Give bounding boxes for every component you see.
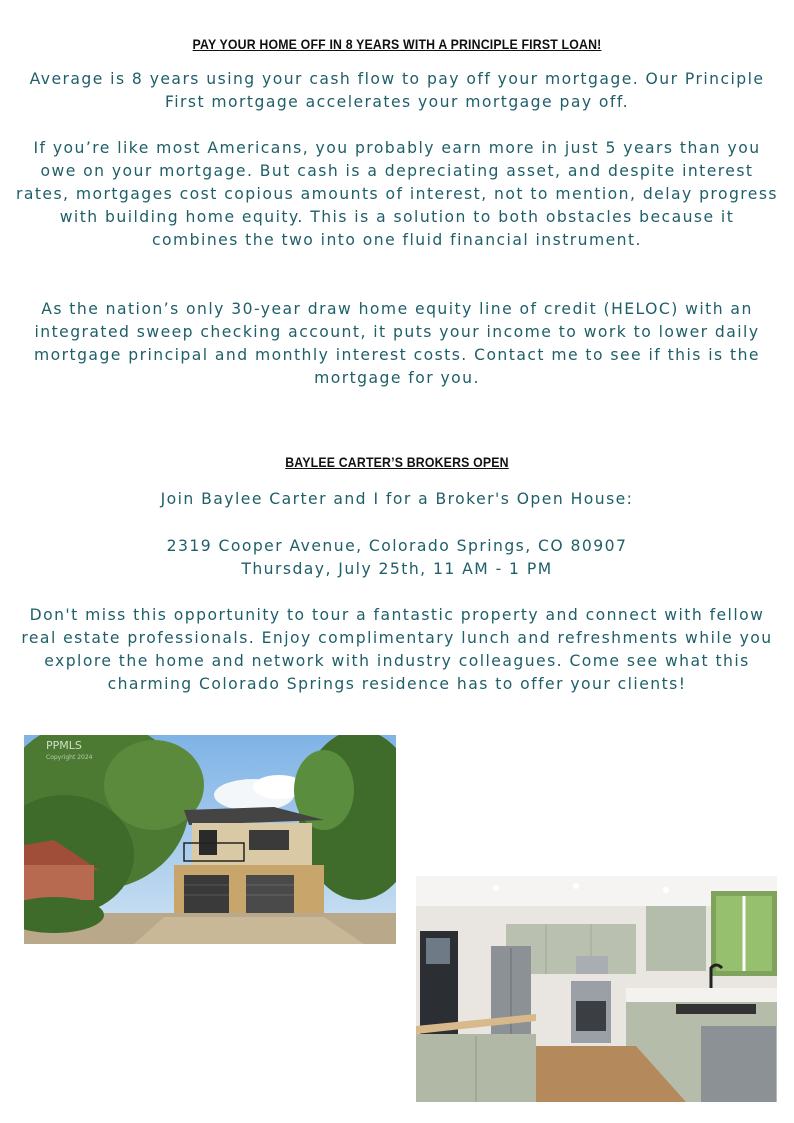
watermark-logo: PPMLS (46, 739, 82, 752)
paragraph-americans: If you’re like most Americans, you probably earn more in just 5 years than you owe on your mortgage. But cash is a depreciating asset, and despite interest rates, mortgages cost copious amounts of interest, not to mention, delay progress with building home equity. This is a solution to both obstacles because it combines the two into one fluid financial instrument. (15, 139, 779, 250)
section-heading-brokers-open: BAYLEE CARTER’S BROKERS OPEN (285, 454, 509, 470)
open-house-intro: Join Baylee Carter and I for a Broker's Open House: (160, 490, 634, 508)
open-house-description: Don't miss this opportunity to tour a fantastic property and connect with fellow real estate professionals. Enjoy complimentary lunch and refreshments while you explore the home and network with industry colleagues. Come see what this charming Colorado Springs residence has to offer your clients! (21, 606, 773, 694)
kitchen-interior-photo (416, 876, 777, 1102)
watermark-copyright: Copyright 2024 (46, 754, 93, 761)
section-heading-principle-first: PAY YOUR HOME OFF IN 8 YEARS WITH A PRINCIPLE FIRST LOAN! (192, 36, 602, 52)
house-exterior-photo (24, 735, 396, 944)
paragraph-heloc: As the nation’s only 30-year draw home equity line of credit (HELOC) with an integrated sweep checking account, it puts your income to work to lower daily mortgage principal and monthly interest costs. Contact me to see if this is the mortgage for you. (34, 300, 760, 388)
paragraph-average: Average is 8 years using your cash flow to pay off your mortgage. Our Principle First mortgage accelerates your mortgage pay off. (29, 70, 765, 112)
open-house-address: 2319 Cooper Avenue, Colorado Springs, CO 80907 (166, 537, 628, 555)
open-house-datetime: Thursday, July 25th, 11 AM - 1 PM (241, 560, 553, 578)
